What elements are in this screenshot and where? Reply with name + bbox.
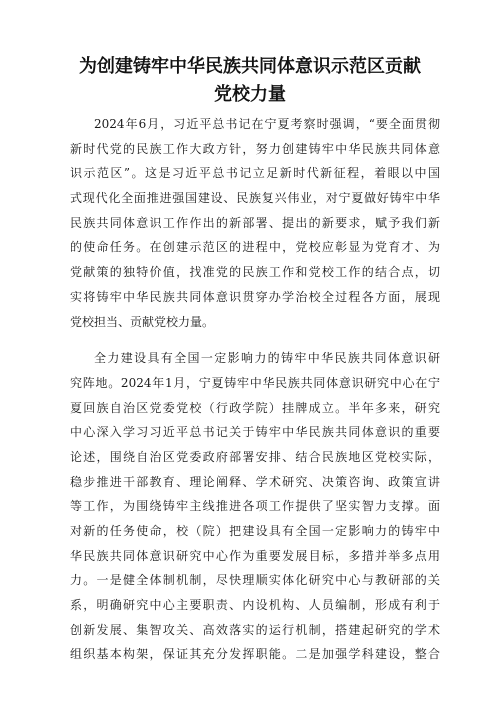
text-line: 实将铸牢中华民族共同体意识贯穿办学治校全过程各方面，展现 (70, 289, 440, 304)
text-line: 全力建设具有全国一定影响力的铸牢中华民族共同体意识研 (94, 351, 440, 366)
text-line: 中心深入学习习近平总书记关于铸牢中华民族共同体意识的重要 (70, 425, 440, 440)
text-line: 系，明确研究中心主要职责、内设机构、人员编制，形成有利于 (70, 598, 440, 613)
text-line: 华民族共同体意识研究中心作为重要发展目标，多措并举多点用 (70, 548, 440, 563)
article-body (70, 112, 440, 667)
text-line: 论述，围绕自治区党委政府部署安排、结合民族地区党校实际， (70, 449, 440, 464)
text-line: 新时代党的民族工作大政方针，努力创建铸牢中华民族共同体意 (70, 141, 440, 156)
text-line: 式现代化全面推进强国建设、民族复兴伟业，对宁夏做好铸牢中华 (70, 191, 440, 206)
text-line: 究阵地。2024年1月，宁夏铸牢中华民族共同体意识研究中心在宁 (70, 375, 440, 390)
text-line: 组织基本构架，保证其充分发挥职能。二是加强学科建设，整合 (70, 647, 440, 662)
text-line: 夏回族自治区党委党校（行政学院）挂牌成立。半年多来，研究 (70, 400, 440, 415)
text-line: 等工作，为围绕铸牢主线推进各项工作提供了坚实智力支撑。面 (70, 499, 440, 514)
text-line: 民族共同体意识工作作出的新部署、提出的新要求，赋予我们新 (70, 215, 440, 230)
text-line: 党献策的独特价值，找准党的民族工作和党校工作的结合点，切 (70, 265, 440, 280)
paragraph-gap (70, 334, 440, 346)
text-line: 力。一是健全体制机制，尽快理顺实体化研究中心与教研部的关 (70, 573, 440, 588)
paragraph-2 (70, 346, 440, 667)
text-line: 对新的任务使命，校（院）把建设具有全国一定影响力的铸牢中 (70, 524, 440, 538)
text-line: 2024年6月，习近平总书记在宁夏考察时强调，“要全面贯彻 (94, 117, 440, 131)
text-line: 创新发展、集智攻关、高效落实的运行机制，搭建起研究的学术 (70, 622, 440, 637)
text-line: 稳步推进干部教育、理论阐释、学术研究、决策咨询、政策宣讲 (70, 474, 440, 489)
text-line: 识示范区”。这是习近平总书记立足新时代新征程，着眼以中国 (70, 166, 440, 181)
text-line: 的使命任务。在创建示范区的进程中，党校应彰显为党育才、为 (70, 240, 440, 255)
text-line: 党校担当、贡献党校力量。 (70, 314, 215, 329)
paragraph-1 (70, 112, 440, 334)
title-line-2: 党校力量 (214, 84, 286, 105)
title-line-1: 为创建铸牢中华民族共同体意识示范区贡献 (79, 56, 421, 77)
